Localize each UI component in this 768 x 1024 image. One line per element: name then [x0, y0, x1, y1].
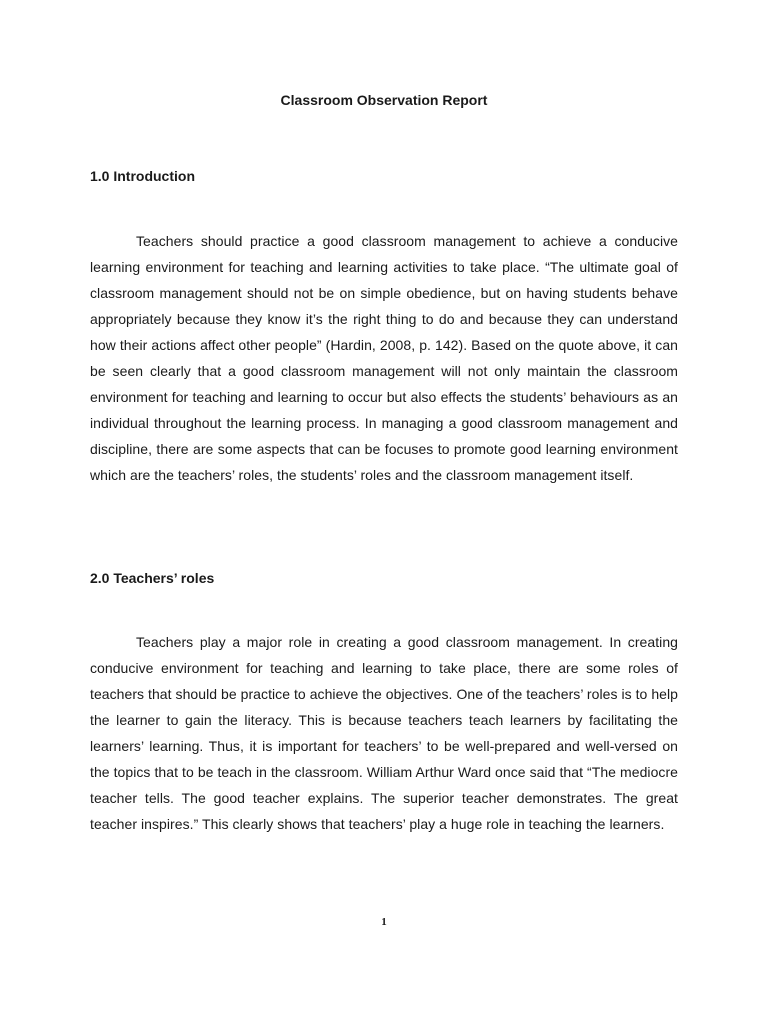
introduction-paragraph: Teachers should practice a good classroom management to achieve a conducive learning environment for teaching and learning activities to take place. “The ultimate goal of classroom management should not be on simple obedience, but on having students behave appropriately because they know it’s the right thing to do and because they can understand how their actions affect other people” (Hardin, 2008, p. 142). Based on the quote above, it can be seen clearly that a good classroom management will not only maintain the classroom environment for teaching and learning to occur but also effects the students’ behaviours as an individual throughout the learning process. In managing a good classroom management and discipline, there are some aspects that can be focuses to promote good learning environment which are the teachers’ roles, the students’ roles and the classroom management itself.	[90, 233, 678, 483]
section-heading-introduction: 1.0 Introduction	[90, 168, 195, 184]
teachers-roles-paragraph: Teachers play a major role in creating a good classroom management. In creating conducive environment for teaching and learning to take place, there are some roles of teachers that should be practice to achieve the objectives. One of the teachers’ roles is to help the learner to gain the literacy. This is because teachers teach learners by facilitating the learners’ learning. Thus, it is important for teachers’ to be well-prepared and well-versed on the topics that to be teach in the classroom. William Arthur Ward once said that “The mediocre teacher tells. The good teacher explains. The superior teacher demonstrates. The great teacher inspires.” This clearly shows that teachers’ play a huge role in teaching the learners.	[90, 634, 679, 832]
page-number: 1	[381, 916, 387, 928]
section-heading-teachers-roles: 2.0 Teachers’ roles	[90, 570, 215, 586]
document-title: Classroom Observation Report	[280, 92, 488, 108]
